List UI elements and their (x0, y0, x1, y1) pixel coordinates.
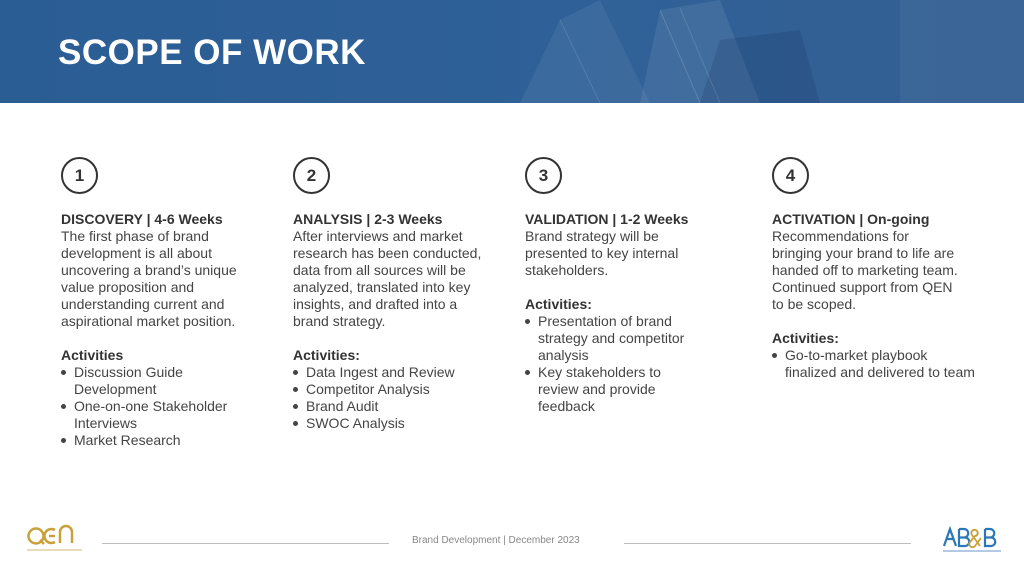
phase-number-badge: 3 (525, 157, 562, 194)
list-item: One-on-one Stakeholder Interviews (61, 398, 274, 432)
header-banner (0, 0, 1024, 103)
activities-list (772, 347, 982, 381)
qen-logo (27, 524, 82, 556)
phase-column-validation (525, 157, 735, 415)
list-item: Presentation of brand strategy and competitor analysis (525, 313, 718, 364)
phase-number-badge: 4 (772, 157, 809, 194)
phase-column-discovery (61, 157, 271, 449)
activities-list (525, 313, 735, 415)
activities-label: Activities: (525, 296, 592, 312)
phase-heading: ANALYSIS | 2-3 Weeks (293, 211, 443, 227)
activities-list (61, 364, 271, 449)
phase-description: Brand strategy will be presented to key internal stakeholders. (525, 228, 679, 278)
list-item: SWOC Analysis (293, 415, 503, 432)
phase-heading: ACTIVATION | On-going (772, 211, 930, 227)
phase-heading: VALIDATION | 1-2 Weeks (525, 211, 689, 227)
phase-description: After interviews and market research has been conducted, data from all sources will be analyzed, translated into key insights, and drafted into a brand strategy. (293, 228, 482, 329)
phase-heading: DISCOVERY | 4-6 Weeks (61, 211, 223, 227)
footer-text: Brand Development | December 2023 (412, 535, 580, 546)
activities-label: Activities: (772, 330, 839, 346)
list-item: Competitor Analysis (293, 381, 503, 398)
phase-column-activation (772, 157, 982, 381)
activities-label: Activities: (293, 347, 360, 363)
phase-number-badge: 2 (293, 157, 330, 194)
list-item: Key stakeholders to review and provide feedback (525, 364, 698, 415)
activities-label: Activities (61, 347, 124, 363)
footer-divider-right (624, 543, 911, 544)
list-item: Data Ingest and Review (293, 364, 503, 381)
list-item: Brand Audit (293, 398, 503, 415)
phase-number-badge: 1 (61, 157, 98, 194)
abb-logo (941, 526, 1003, 556)
footer-divider-left (102, 543, 389, 544)
list-item: Discussion Guide Development (61, 364, 254, 398)
list-item: Go-to-market playbook finalized and delivered to team (772, 347, 975, 381)
phase-description: The first phase of brand development is all about uncovering a brand’s unique value proposition and understanding current and aspirational market position. (61, 228, 237, 329)
list-item: Market Research (61, 432, 271, 449)
phase-description: Recommendations for bringing your brand to life are handed off to marketing team. Continued support from QEN to be scoped. (772, 228, 958, 312)
phase-column-analysis (293, 157, 503, 432)
activities-list (293, 364, 503, 432)
page-title: SCOPE OF WORK (58, 33, 366, 72)
